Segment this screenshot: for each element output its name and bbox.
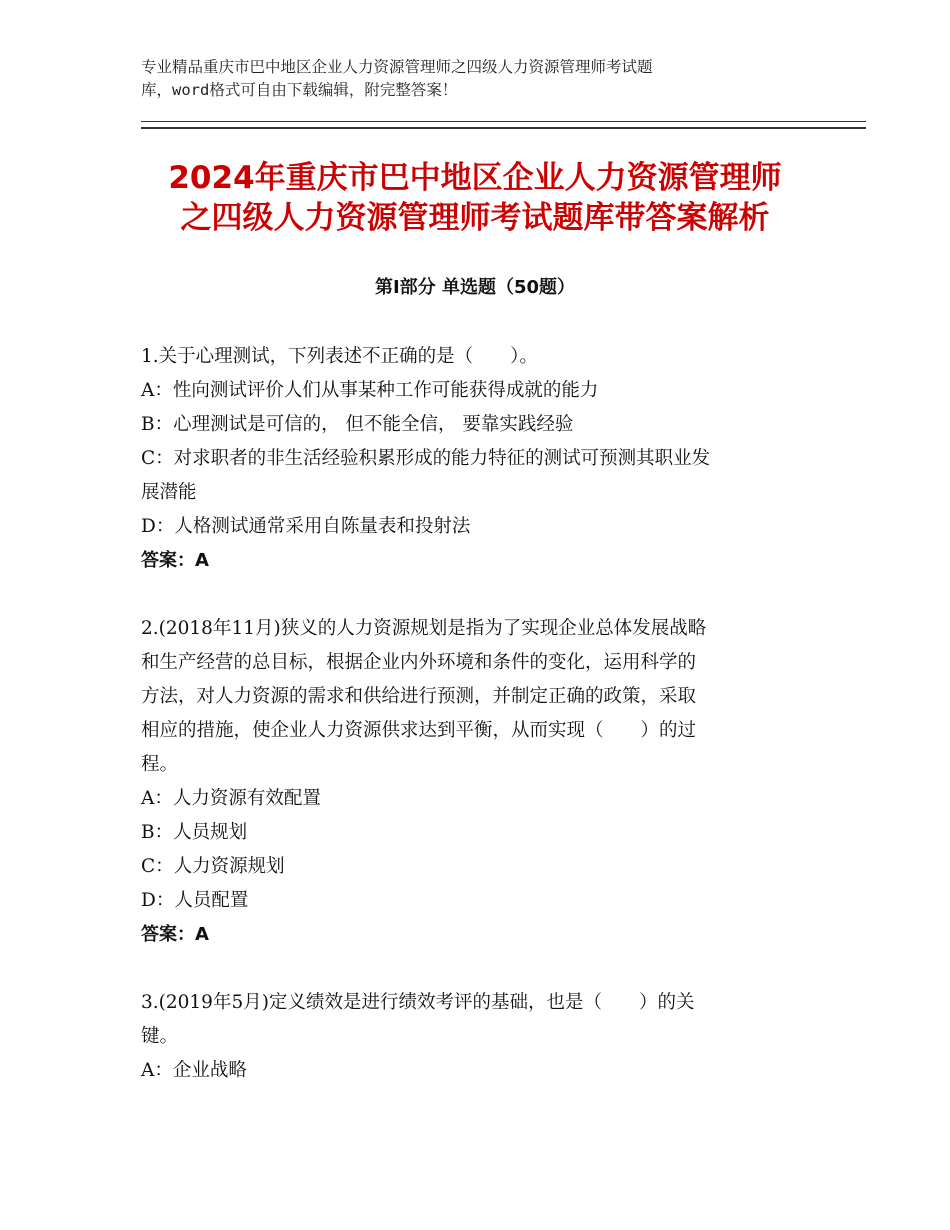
question-stem: 方法，对人力资源的需求和供给进行预测，并制定正确的政策，采取 [141,686,697,707]
question-stem: 3.(2019年5月)定义绩效是进行绩效考评的基础，也是（ ）的关 [141,992,695,1013]
option-c: C：对求职者的非生活经验积累形成的能力特征的测试可预测其职业发 [141,448,711,469]
question-item [141,612,811,952]
option-c-continued: 展潜能 [141,482,197,503]
question-stem: 键。 [141,1026,179,1047]
document-title [100,158,850,238]
question-stem: 1.关于心理测试，下列表述不正确的是（ ）。 [141,346,538,367]
question-stem: 和生产经营的总目标，根据企业内外环境和条件的变化，运用科学的 [141,652,697,673]
option-c: C：人力资源规划 [141,856,285,877]
option-d: D：人员配置 [141,890,249,911]
answer-label: 答案：A [141,924,209,945]
option-a: A：人力资源有效配置 [141,788,321,809]
header-note-line: 专业精品重庆市巴中地区企业人力资源管理师之四级人力资源管理师考试题 [141,58,653,76]
option-b: B：人员规划 [141,822,248,843]
header-divider [141,121,866,129]
document-title-line: 2024年重庆市巴中地区企业人力资源管理师 [168,160,782,196]
document-title-line: 之四级人力资源管理师考试题库带答案解析 [180,200,770,236]
question-stem: 2.(2018年11月)狭义的人力资源规划是指为了实现企业总体发展战略 [141,618,707,639]
section-title: 第Ⅰ部分 单选题（50题） [374,277,575,298]
question-item [141,340,811,578]
question-stem: 相应的措施，使企业人力资源供求达到平衡，从而实现（ ）的过 [141,720,697,741]
answer-label: 答案：A [141,550,209,571]
option-a: A：性向测试评价人们从事某种工作可能获得成就的能力 [141,380,599,401]
option-a: A：企业战略 [141,1060,247,1081]
header-note [141,56,821,102]
header-note-line: 库，word格式可自由下载编辑，附完整答案！ [141,81,458,99]
question-item [141,986,811,1088]
option-b: B：心理测试是可信的， 但不能全信， 要靠实践经验 [141,414,574,435]
option-d: D：人格测试通常采用自陈量表和投射法 [141,516,471,537]
question-stem: 程。 [141,754,179,775]
question-list [141,340,811,1088]
